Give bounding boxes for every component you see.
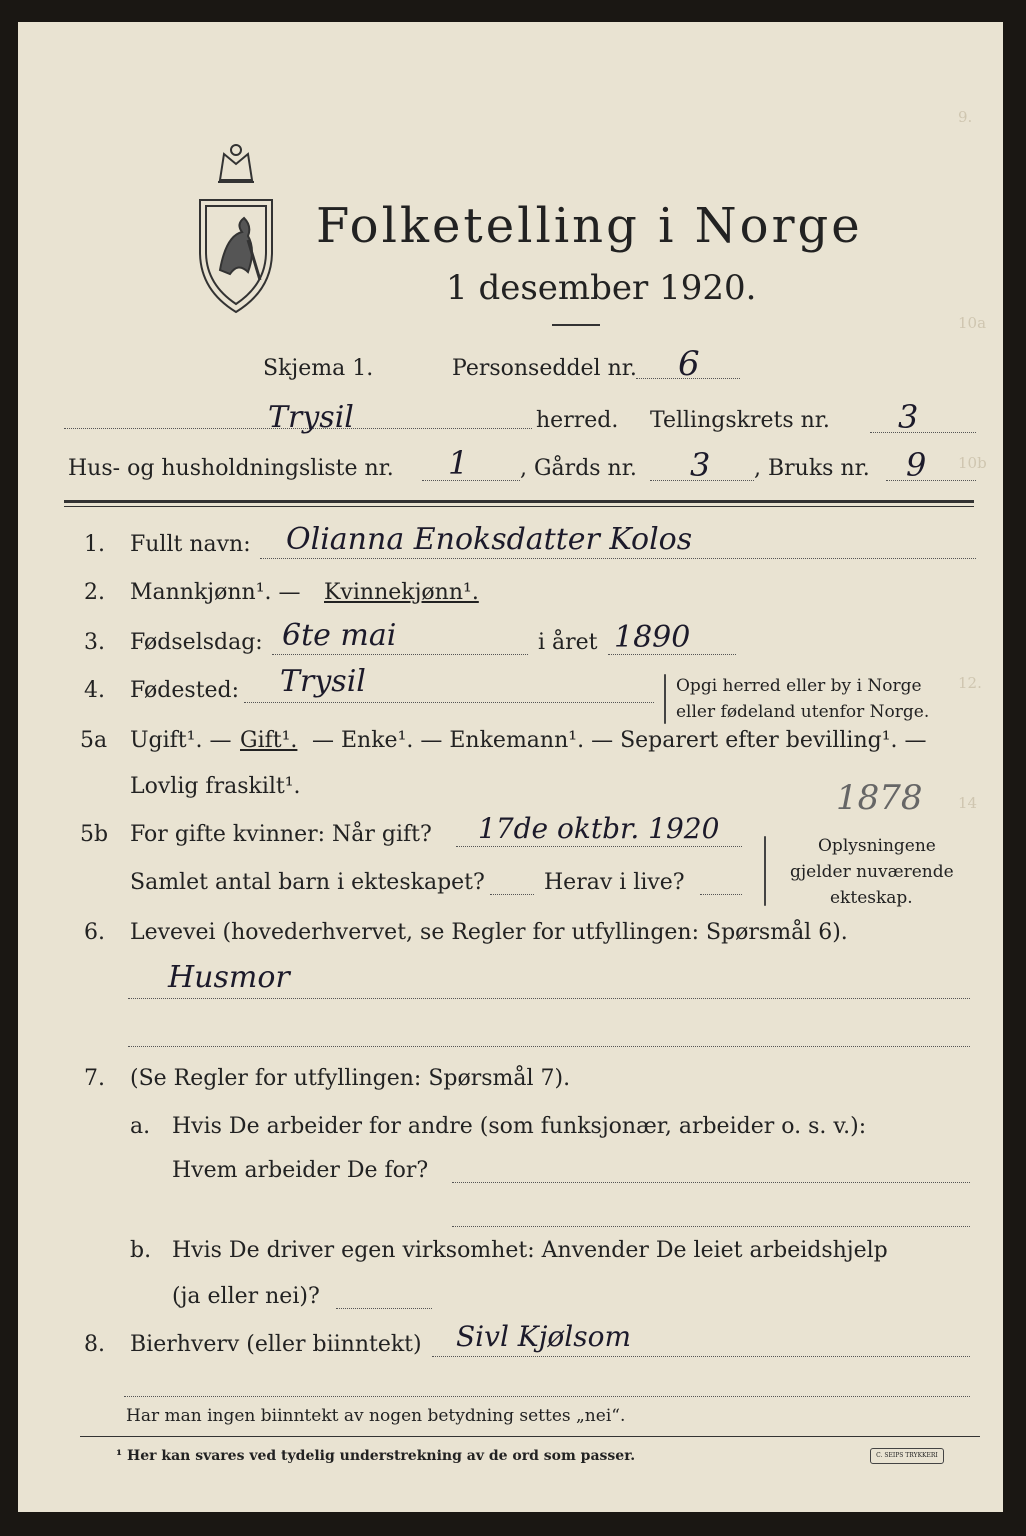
birthday-label: Fødselsdag: [130,630,263,655]
husliste-value[interactable]: 1 [448,444,469,482]
question-letter: b. [130,1238,152,1263]
page-title: Folketelling i Norge [316,198,863,254]
gards-label: , Gårds nr. [520,456,637,481]
birthplace-label: Fødested: [130,678,240,703]
married-date-field-line [456,846,742,847]
header-rule [64,506,974,507]
children-total-field-line [490,894,534,895]
q7-label: (Se Regler for utfyllingen: Spørsmål 7). [130,1066,571,1091]
tellingskrets-value[interactable]: 3 [898,398,919,436]
marriage-note: Oplysningene [818,836,936,856]
birthplace-field-line [244,702,654,703]
question-number: 8. [84,1332,105,1357]
husliste-label: Hus- og husholdningsliste nr. [68,456,394,481]
bruks-field-line [886,480,976,481]
bleed-through-text: 9. [958,108,973,126]
bleed-through-text: 14 [958,794,978,812]
birth-year-value[interactable]: 1890 [614,620,691,655]
marital-other-options[interactable]: — Enke¹. — Enkemann¹. — Separert efter bevilling¹. — [312,728,927,753]
herred-label: herred. [536,408,619,433]
bleed-through-text: 10a [958,314,987,332]
married-date-value[interactable]: 17de oktbr. 1920 [478,812,720,845]
employer-field-line-2 [452,1226,970,1227]
brace [664,674,666,724]
question-number: 2. [84,580,105,605]
schema-label: Skjema 1. [263,356,374,381]
personseddel-value[interactable]: 6 [678,344,700,384]
side-income-field-line-2 [124,1396,970,1397]
footer-rule [80,1436,980,1437]
herred-value[interactable]: Trysil [268,400,354,435]
bleed-through-text: 10b [958,454,987,472]
census-date: 1 desember 1920. [446,268,757,308]
divider [552,324,600,326]
employer-field-line [452,1182,970,1183]
tellingskrets-label: Tellingskrets nr. [650,408,830,433]
occupation-label: Levevei (hovederhvervet, se Regler for utfyllingen: Spørsmål 6). [130,920,848,945]
full-name-value[interactable]: Olianna Enoksdatter Kolos [286,522,693,557]
children-alive-field-line [700,894,742,895]
header-rule [64,500,974,503]
census-form [18,22,1003,1512]
children-alive-label: Herav i live? [544,870,685,895]
question-number: 1. [84,532,105,557]
occupation-field-line-2 [128,1046,970,1047]
margin-note: 1878 [836,778,923,818]
q7a-label: Hvis De arbeider for andre (som funksjonær, arbeider o. s. v.): [172,1114,867,1139]
hired-help-field-line [336,1308,432,1309]
marital-ugift-option[interactable]: Ugift¹. — [130,728,232,753]
question-number: 5a [80,728,108,753]
employer-label: Hvem arbeider De for? [172,1158,429,1183]
full-name-field-line [260,558,976,559]
full-name-label: Fullt navn: [130,532,251,557]
question-number: 4. [84,678,105,703]
q7b-label: Hvis De driver egen virksomhet: Anvender De leiet arbeidshjelp [172,1238,888,1263]
birthplace-value[interactable]: Trysil [280,664,366,699]
marital-divorced-option[interactable]: Lovlig fraskilt¹. [130,774,301,799]
coat-of-arms-icon [190,140,282,318]
tellingskrets-field-line [870,432,976,433]
side-income-value[interactable]: Sivl Kjølsom [456,1320,631,1353]
question-number: 3. [84,630,105,655]
printer-stamp: C. SEIPS TRYKKERI [870,1448,944,1464]
birthplace-note: Opgi herred eller by i Norge [676,676,922,696]
marriage-note: ekteskap. [830,888,913,908]
bleed-through-text: 12. [958,674,982,692]
footnote: ¹ Her kan svares ved tydelig understrekning av de ord som passer. [116,1448,636,1464]
side-income-note: Har man ingen biinntekt av nogen betydning settes „nei“. [126,1406,626,1426]
marital-gift-option[interactable]: Gift¹. [240,728,298,753]
birthday-field-line [272,654,528,655]
bruks-label: , Bruks nr. [754,456,870,481]
side-income-field-line [432,1356,970,1357]
birthplace-note: eller fødeland utenfor Norge. [676,702,930,722]
question-number: 7. [84,1066,105,1091]
occupation-field-line [128,998,970,999]
husliste-field-line [422,480,520,481]
married-date-label: For gifte kvinner: Når gift? [130,822,432,847]
bruks-value[interactable]: 9 [906,446,927,484]
question-number: 6. [84,920,105,945]
gards-value[interactable]: 3 [690,446,711,484]
personseddel-label: Personseddel nr. [452,356,637,381]
occupation-value[interactable]: Husmor [168,960,290,995]
children-total-label: Samlet antal barn i ekteskapet? [130,870,485,895]
gender-female-option[interactable]: Kvinnekjønn¹. [324,580,479,605]
birth-year-label: i året [538,630,598,655]
brace [764,836,766,906]
side-income-label: Bierhverv (eller biinntekt) [130,1332,422,1357]
birthday-value[interactable]: 6te mai [282,618,397,653]
hired-help-label: (ja eller nei)? [172,1284,320,1309]
question-letter: a. [130,1114,151,1139]
question-number: 5b [80,822,109,847]
gender-male-option[interactable]: Mannkjønn¹. — [130,580,301,605]
marriage-note: gjelder nuværende [790,862,954,882]
